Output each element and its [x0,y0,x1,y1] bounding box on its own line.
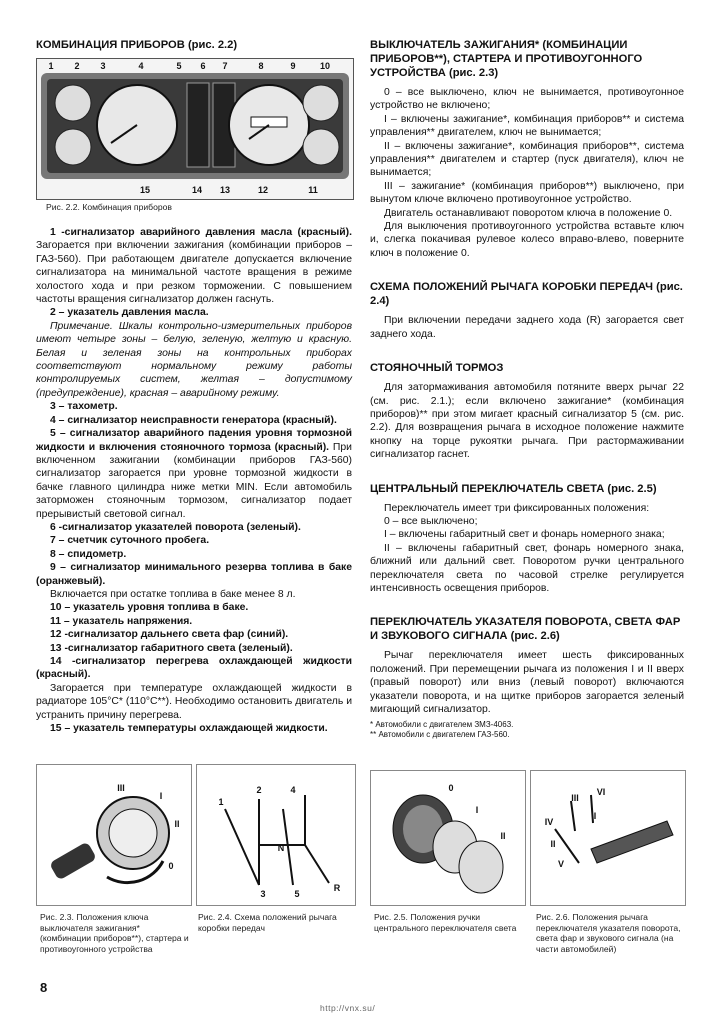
legend-item [36,682,352,722]
legend-item-text: При включенном зажигании (комбинации приборов ГАЗ-560) сигнализатор загорается при уровне тормозной жидкости в бачке главного цилиндра ниже метки MIN. Если автомобиль заторможен стояночным тормозом, сигнализатор подает прерывистый световой сигнал. [36,441,352,520]
legend-item [36,615,352,628]
gear-position-label: 5 [294,889,300,899]
section-title-turn-signal-switch: ПЕРЕКЛЮЧАТЕЛЬ УКАЗАТЕЛЯ ПОВОРОТА, СВЕТА ФАР И ЗВУКОВОГО СИГНАЛА (рис. 2.6) [370,616,681,643]
footnote-2: ** Автомобили с двигателем ГАЗ-560. [370,730,510,740]
light-switch-position-label: I [475,805,479,815]
figure-callout-number: 2 [74,61,80,71]
figure-2-5-light-switch [370,770,526,906]
lever-position-label: V [557,859,565,869]
ignition-lock-cylinder [109,809,157,857]
gearshift-drawing [197,765,355,905]
figure-callout-number: 5 [176,61,182,71]
legend-item [36,601,352,614]
section-title-ignition-switch: ВЫКЛЮЧАТЕЛЬ ЗАЖИГАНИЯ* (КОМБИНАЦИИ ПРИБОРОВ**), СТАРТЕРА И ПРОТИВОУГОННОГО УСТРОЙСТВА (рис. 2.3) [370,39,643,79]
legend-item-title: 3 – тахометр. [50,401,118,413]
lever-position-arrows [555,795,593,863]
turn-signal-lever-drawing [531,771,685,905]
legend-item-text: Загорается при включении зажигания (комбинации приборов – ГАЗ-560). При работающем двигателе допускается включение сигнализатора на минимальной частоте вращения в режиме холостого хода и при резком торможении. С повышением частоты вращения сигнализатор должен гаснуть. [36,240,352,306]
figure-callout-number: 13 [219,185,231,195]
figure-callout-number: 4 [138,61,144,71]
legend-item [36,628,352,641]
figure-callout-number: 6 [200,61,206,71]
legend-item-title: 14 -сигнализатор перегрева охлаждающей жидкости (красный). [36,656,352,681]
figure-2-6-caption: Рис. 2.6. Положения рычага переключателя указателя поворота, света фар и звукового сигнала (на части автомобилей) [536,912,681,954]
left-column-body [36,226,352,735]
section-title-parking-brake: СТОЯНОЧНЫЙ ТОРМОЗ [370,362,504,375]
figure-2-2-caption: Рис. 2.2. Комбинация приборов [46,202,172,212]
turn-signal-text: Рычаг переключателя имеет шесть фиксированных положений. При перемещении рычага из положения I и II вверх (правый поворот) или вниз (левый поворот) включаются указатели поворота, и на щитке приборов загорается зеленый мигающий сигнализатор. [370,650,684,715]
figure-callout-number: 11 [308,185,318,195]
legend-item [36,400,352,413]
legend-item-title: 12 -сигнализатор дальнего света фар (синий). [50,629,289,641]
legend-item-title: 15 – указатель температуры охлаждающей жидкости. [50,723,328,735]
paragraph: Двигатель останавливают поворотом ключа в положение 0. [384,207,673,219]
legend-item-title: 10 – указатель уровня топлива в баке. [50,602,249,614]
paragraph: II – включены зажигание*, комбинация приборов**, система управления** двигателем и стартер (пуск двигателя), ключ не вынимается; [370,140,684,179]
ignition-position-label: II [174,819,180,829]
light-switch-drawing [371,771,525,905]
paragraph: III – зажигание* (комбинация приборов**) выключено, при вынутом ключе включено противоугонное устройство. [370,180,684,206]
ignition-switch-text [370,86,684,260]
legend-item-title: 5 – сигнализатор аварийного падения уровня тормозной жидкости и включения стояночного тормоза (красный). [36,428,352,453]
legend-item [36,561,352,588]
parking-brake-text: Для затормаживания автомобиля потяните вверх рычаг 22 (см. рис. 2.1.); если включено зажигание* (комбинация приборов)** при этом мигает красный сигнализатор 5 (см. рис. 2.2). Для возвращения рычага в исходное положение нажмите кнопку на торце рукоятки рычага. При растормаживании сигнализатор гаснет. [370,382,684,461]
paragraph: 0 – все выключено; [384,515,478,527]
left-column [36,38,352,58]
section-title-gearshift-scheme: СХЕМА ПОЛОЖЕНИЙ РЫЧАГА КОРОБКИ ПЕРЕДАЧ (рис. 2.4) [370,281,683,308]
gear-position-label: N [277,843,285,853]
paragraph: 0 – все выключено, ключ не вынимается, противоугонное устройство не включено; [370,87,684,112]
legend-item-title: 13 -сигнализатор габаритного света (зеленый). [50,642,293,654]
gearshift-pattern [225,795,329,885]
paragraph: I – включены габаритный свет и фонарь номерного знака; [384,529,665,541]
coolant-temp-gauge [55,129,91,165]
lever-position-label: III [571,793,579,803]
gearshift-text: При включении передачи заднего хода (R) загорается свет заднего хода. [370,315,684,340]
gear-position-label: 2 [256,785,262,795]
legend-item-title: 1 -сигнализатор аварийного давления масла (красный). [50,227,352,238]
figure-callout-number: 3 [100,61,106,71]
right-column [370,38,684,740]
figure-callout-number: 12 [257,185,269,195]
legend-item-title: 4 – сигнализатор неисправности генератора (красный). [50,414,337,426]
legend-item-text: Примечание. Шкалы контрольно-измерительных приборов имеют четыре зоны – белую, зеленую, желтую и красную. Белая и зеленая зоны на контрольных приборах соответствуют нормальному режиму работы контролируемых систем, желтая – допустимому (предупреждение), красная – аварийному режиму. [36,320,352,399]
light-switch-position-2 [459,841,503,893]
figure-2-3-ignition-key [36,764,192,906]
figure-callout-number: 8 [258,61,264,71]
ignition-key [49,841,97,880]
figure-2-3-caption: Рис. 2.3. Положения ключа выключателя зажигания* (комбинации приборов**), стартера и противоугонного устройства [40,912,189,954]
figure-2-2-instrument-cluster [36,58,354,200]
figure-2-4-caption: Рис. 2.4. Схема положений рычага коробки передач [198,912,337,933]
lever-position-label: VI [596,787,606,797]
figure-callout-number: 14 [191,185,203,195]
oil-pressure-gauge [55,85,91,121]
figure-callout-number: 9 [290,61,296,71]
legend-item-title: 11 – указатель напряжения. [50,615,193,627]
figure-2-5-caption: Рис. 2.5. Положения ручки центрального переключателя света [374,912,517,933]
voltmeter-gauge [303,129,339,165]
ignition-position-label: III [117,783,125,793]
lever-position-label: IV [544,817,554,827]
legend-item-title: 6 -сигнализатор указателей поворота (зеленый). [50,521,301,533]
legend-item-title: 9 – сигнализатор минимального резерва топлива в баке (оранжевый). [36,562,352,587]
footer-url: http://vnx.su/ [320,1003,376,1013]
legend-item-text: Включается при остатке топлива в баке менее 8 л. [50,588,296,600]
paragraph: II – включены габаритный свет, фонарь номерного знака, ближний или дальний свет. Поворотом ручки центрального переключателя света по часовой стрелке регулируется интенсивность освещения приборов. [370,542,684,594]
figure-callout-number: 10 [319,61,331,71]
figure-callout-number: 1 [48,61,54,71]
legend-item [36,414,352,427]
lever-position-label: I [593,811,597,821]
ignition-position-label: 0 [168,861,174,871]
paragraph: I – включены зажигание*, комбинация приборов** и система управления** двигателем, ключ не вынимается; [370,113,684,139]
legend-item [36,306,352,319]
legend-item [36,320,352,400]
paragraph: Для выключения противоугонного устройства вставьте ключ и, слегка покачивая рулевое колесо вправо-влево, поверните ключ в положение 0. [370,221,684,259]
warning-lamps-left [187,83,209,167]
legend-item [36,588,352,601]
light-switch-position-label: 0 [448,783,454,793]
legend-item [36,548,352,561]
legend-item [36,427,352,521]
instrument-cluster-drawing [37,59,353,199]
page-number: 8 [40,980,48,995]
legend-item-text: Загорается при температуре охлаждающей жидкости в радиаторе 105°С* (110°С**). Необходимо остановить двигатель и устранить причину перегрева. [36,682,352,721]
legend-item [36,722,352,735]
legend-item [36,226,352,306]
gear-position-label: 3 [260,889,266,899]
ignition-position-label: I [159,791,163,801]
gear-position-label: 4 [290,785,296,795]
light-switch-position-label: II [500,831,506,841]
section-title-instrument-cluster: КОМБИНАЦИЯ ПРИБОРОВ (рис. 2.2) [36,39,238,51]
gear-position-label: R [333,883,341,893]
gear-position-label: 1 [218,797,224,807]
paragraph: Переключатель имеет три фиксированных положения: [384,502,650,514]
turn-signal-lever [591,821,673,863]
legend-item [36,534,352,547]
figure-2-6-turn-signal-lever [530,770,686,906]
figure-2-4-gearshift [196,764,356,906]
legend-item [36,655,352,682]
lever-position-label: II [550,839,556,849]
fuel-level-gauge [303,85,339,121]
light-switch-text [370,502,684,596]
legend-item-title: 2 – указатель давления масла. [50,307,209,319]
figure-callout-number: 15 [139,185,151,195]
legend-item-title: 8 – спидометр. [50,548,127,560]
ignition-key-drawing [37,765,191,905]
legend-item [36,521,352,534]
section-title-light-switch: ЦЕНТРАЛЬНЫЙ ПЕРЕКЛЮЧАТЕЛЬ СВЕТА (рис. 2.5) [370,482,657,495]
legend-item-title: 7 – счетчик суточного пробега. [50,535,210,547]
footnote-1: * Автомобили с двигателем ЗМЗ-4063. [370,720,514,730]
figure-callout-number: 7 [222,61,228,71]
legend-item [36,642,352,655]
